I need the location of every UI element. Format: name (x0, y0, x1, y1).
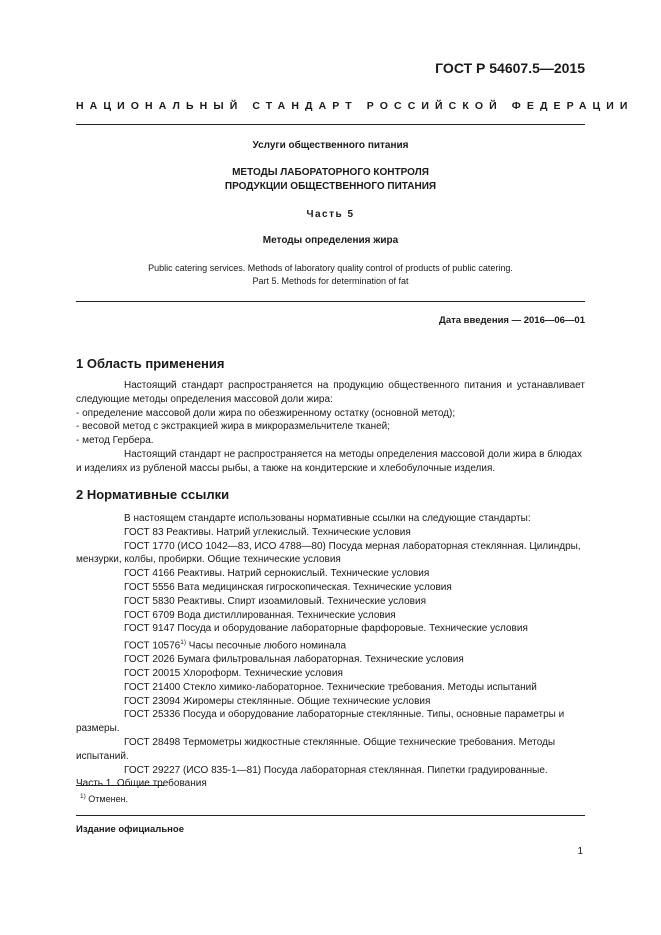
reference-item-continuation: Часть 1. Общие требования (76, 778, 207, 790)
scope-list-item-3: - метод Гербера. (76, 435, 154, 447)
page-number: 1 (577, 846, 583, 857)
reference-item: ГОСТ 83 Реактивы. Натрий углекислый. Технические условия (124, 526, 411, 538)
scope-exclusion-line-2: и изделиях из рубленой массы рыбы, а также на кондитерские и хлебобулочные изделия. (76, 462, 496, 474)
standard-series: Услуги общественного питания (252, 140, 409, 151)
title-divider (76, 301, 585, 302)
reference-item: ГОСТ 5556 Вата медицинская гигроскопическая. Технические условия (124, 581, 452, 593)
part-number: Часть 5 (306, 209, 355, 220)
footnote-divider (76, 785, 164, 786)
top-divider (76, 124, 585, 125)
reference-item-continuation: испытаний. (76, 750, 129, 762)
reference-item: ГОСТ 29227 (ИСО 835-1—81) Посуда лабораторная стеклянная. Пипетки градуированные. (124, 764, 548, 776)
national-standard-banner: НАЦИОНАЛЬНЫЙ СТАНДАРТ РОССИЙСКОЙ ФЕДЕРАЦИИ (76, 100, 634, 112)
reference-item: ГОСТ 9147 Посуда и оборудование лабораторные фарфоровые. Технические условия (124, 623, 528, 635)
reference-item: ГОСТ 23094 Жиромеры стеклянные. Общие технические условия (124, 695, 431, 707)
reference-item-10576: ГОСТ 10576$^{1)}$ Часы песочные любого номинала (124, 639, 347, 652)
footnote: $^{1)}$ Отменен. (80, 793, 129, 804)
reference-item: ГОСТ 4166 Реактивы. Натрий сернокислый. Технические условия (124, 568, 430, 580)
section-1-heading: 1 Область применения (76, 356, 225, 371)
scope-list-item-2: - весовой метод с экстракцией жира в микроразмельчителе тканей; (76, 421, 391, 433)
section-2-body (76, 512, 585, 791)
scope-list-item-1: - определение массовой доли жира по обезжиренному остатку (основной метод); (76, 407, 456, 419)
title-line-2: ПРОДУКЦИИ ОБЩЕСТВЕННОГО ПИТАНИЯ (224, 181, 437, 192)
reference-item: ГОСТ 6709 Вода дистиллированная. Технические условия (124, 609, 396, 621)
footnote-marker: 1) (180, 639, 186, 647)
reference-item: ГОСТ 21400 Стекло химико-лабораторное. Технические требования. Методы испытаний (124, 681, 537, 693)
introduction-date: Дата введения — 2016—06—01 (439, 315, 585, 326)
english-title-line-2: Part 5. Methods for determination of fat (252, 276, 409, 286)
reference-item: ГОСТ 28498 Термометры жидкостные стеклянные. Общие технические требования. Методы (124, 737, 556, 749)
official-edition-label: Издание официальное (76, 824, 184, 835)
reference-item-continuation: размеры. (76, 723, 120, 735)
reference-item: ГОСТ 25336 Посуда и оборудование лабораторные стеклянные. Типы, основные параметры и (124, 709, 565, 721)
scope-paragraph-line-1: Настоящий стандарт распространяется на продукцию общественного питания и устанавливает (124, 380, 585, 391)
reference-item: ГОСТ 1770 (ИСО 1042—83, ИСО 4788—80) Посуда мерная лабораторная стеклянная. Цилиндры, (124, 540, 581, 552)
scope-exclusion-line-1: Настоящий стандарт не распространяется на методы определения массовой доли жира в блюдах (124, 448, 582, 460)
section-2-heading: 2 Нормативные ссылки (76, 487, 230, 502)
english-title-line-1: Public catering services. Methods of laboratory quality control of products of public catering. (148, 263, 513, 273)
reference-item: ГОСТ 20015 Хлороформ. Технические условия (124, 668, 343, 680)
part-title: Методы определения жира (262, 235, 399, 246)
reference-item: ГОСТ 2026 Бумага фильтровальная лабораторная. Технические условия (124, 654, 464, 666)
reference-item-continuation: мензурки, колбы, пробирки. Общие технические условия (76, 554, 341, 566)
references-intro: В настоящем стандарте использованы нормативные ссылки на следующие стандарты: (124, 513, 531, 524)
bottom-divider (76, 815, 585, 816)
scope-paragraph-line-2: следующие методы определения массовой доли жира: (76, 393, 333, 405)
section-1-body (76, 379, 585, 476)
reference-item: ГОСТ 5830 Реактивы. Спирт изоамиловый. Технические условия (124, 595, 426, 607)
standard-code: ГОСТ Р 54607.5—2015 (435, 60, 585, 76)
title-line-1: МЕТОДЫ ЛАБОРАТОРНОГО КОНТРОЛЯ (232, 167, 429, 178)
